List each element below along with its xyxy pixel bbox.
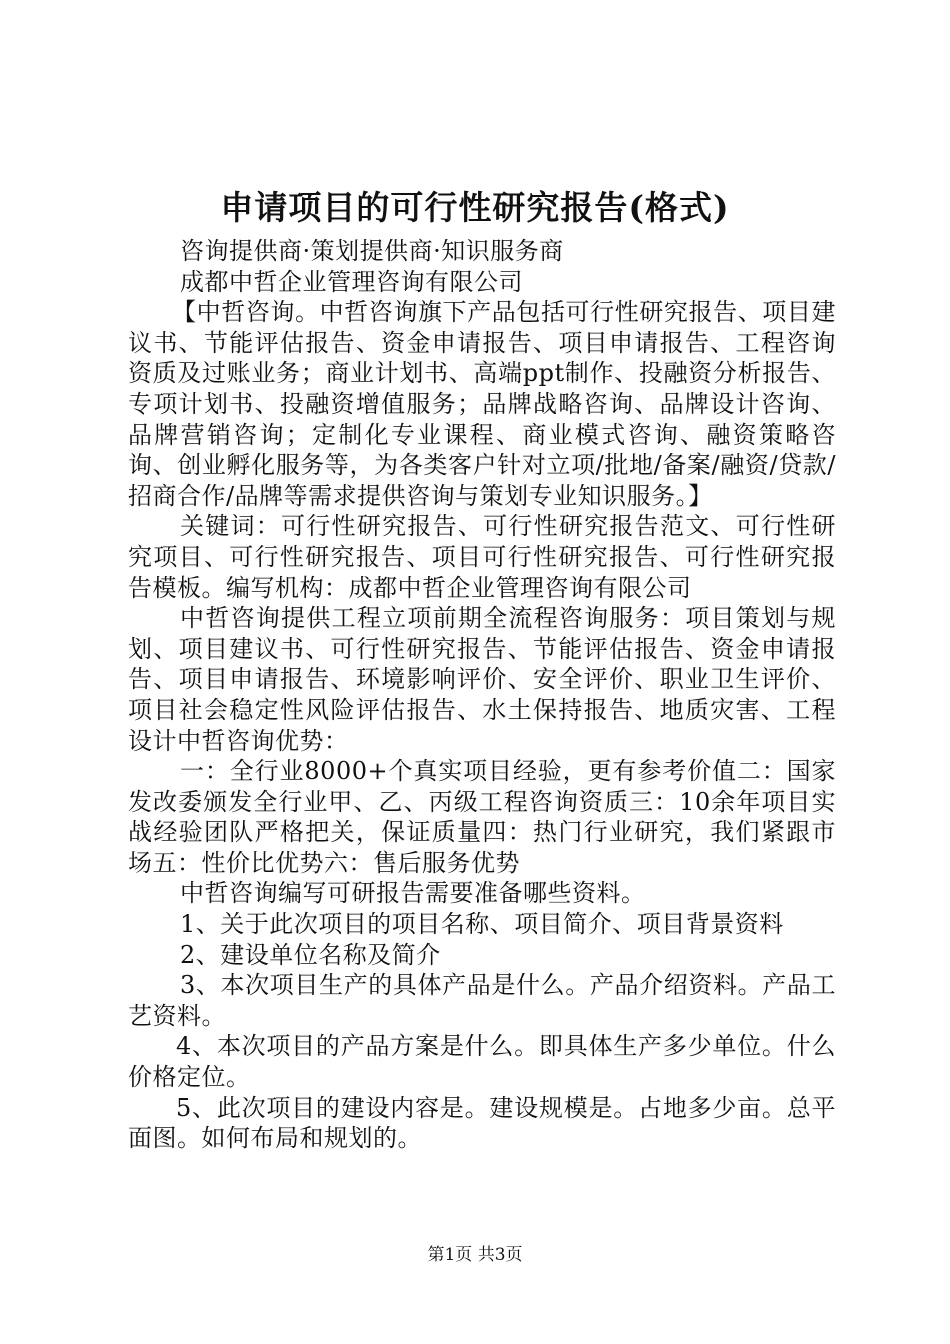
paragraph-keywords: 关键词：可行性研究报告、可行性研究报告范文、可行性研究项目、可行性研究报告、项目可行性研究报告、可行性研究报告模板。编写机构：成都中哲企业管理咨询有限公司 xyxy=(128,512,836,602)
paragraph-company: 成都中哲企业管理咨询有限公司 xyxy=(180,267,523,296)
document-body xyxy=(128,236,836,1154)
page-footer: 第1页 共3页 xyxy=(427,1245,523,1265)
list-item-5: 5、此次项目的建设内容是。建设规模是。占地多少亩。总平面图。如何布局和规划的。 xyxy=(128,1093,836,1153)
list-item-4: 4、本次项目的产品方案是什么。即具体生产多少单位。什么价格定位。 xyxy=(128,1032,836,1092)
paragraph-advantages: 一：全行业8000+个真实项目经验，更有参考价值二：国家发改委颁发全行业甲、乙、丙级工程咨询资质三：10余年项目实战经验团队严格把关，保证质量四：热门行业研究，我们紧跟市场五：性价比优势六：售后服务优势 xyxy=(128,757,836,877)
paragraph-tagline: 咨询提供商·策划提供商·知识服务商 xyxy=(180,237,564,265)
paragraph-services: 中哲咨询提供工程立项前期全流程咨询服务：项目策划与规划、项目建议书、可行性研究报告、节能评估报告、资金申请报告、项目申请报告、环境影响评价、安全评价、职业卫生评价、项目社会稳定性风险评估报告、水土保持报告、地质灾害、工程设计中哲咨询优势： xyxy=(128,604,836,755)
list-item-2: 2、建设单位名称及简介 xyxy=(180,940,441,969)
list-item-1: 1、关于此次项目的项目名称、项目简介、项目背景资料 xyxy=(180,910,784,939)
document-title: 申请项目的可行性研究报告(格式) xyxy=(220,188,730,227)
list-item-3: 3、本次项目生产的具体产品是什么。产品介绍资料。产品工艺资料。 xyxy=(128,971,836,1030)
paragraph-intro: 【中哲咨询。中哲咨询旗下产品包括可行性研究报告、项目建议书、节能评估报告、资金申请报告、项目申请报告、工程咨询资质及过账业务；商业计划书、高端ppt制作、投融资分析报告、专项计划书、投融资增值服务；品牌战略咨询、品牌设计咨询、品牌营销咨询；定制化专业课程、商业模式咨询、融资策略咨询、创业孵化服务等，为各类客户针对立项/批地/备案/融资/贷款/招商合作/品牌等需求提供咨询与策划专业知识服务。】 xyxy=(128,298,836,510)
paragraph-materials-heading: 中哲咨询编写可研报告需要准备哪些资料。 xyxy=(180,879,646,908)
